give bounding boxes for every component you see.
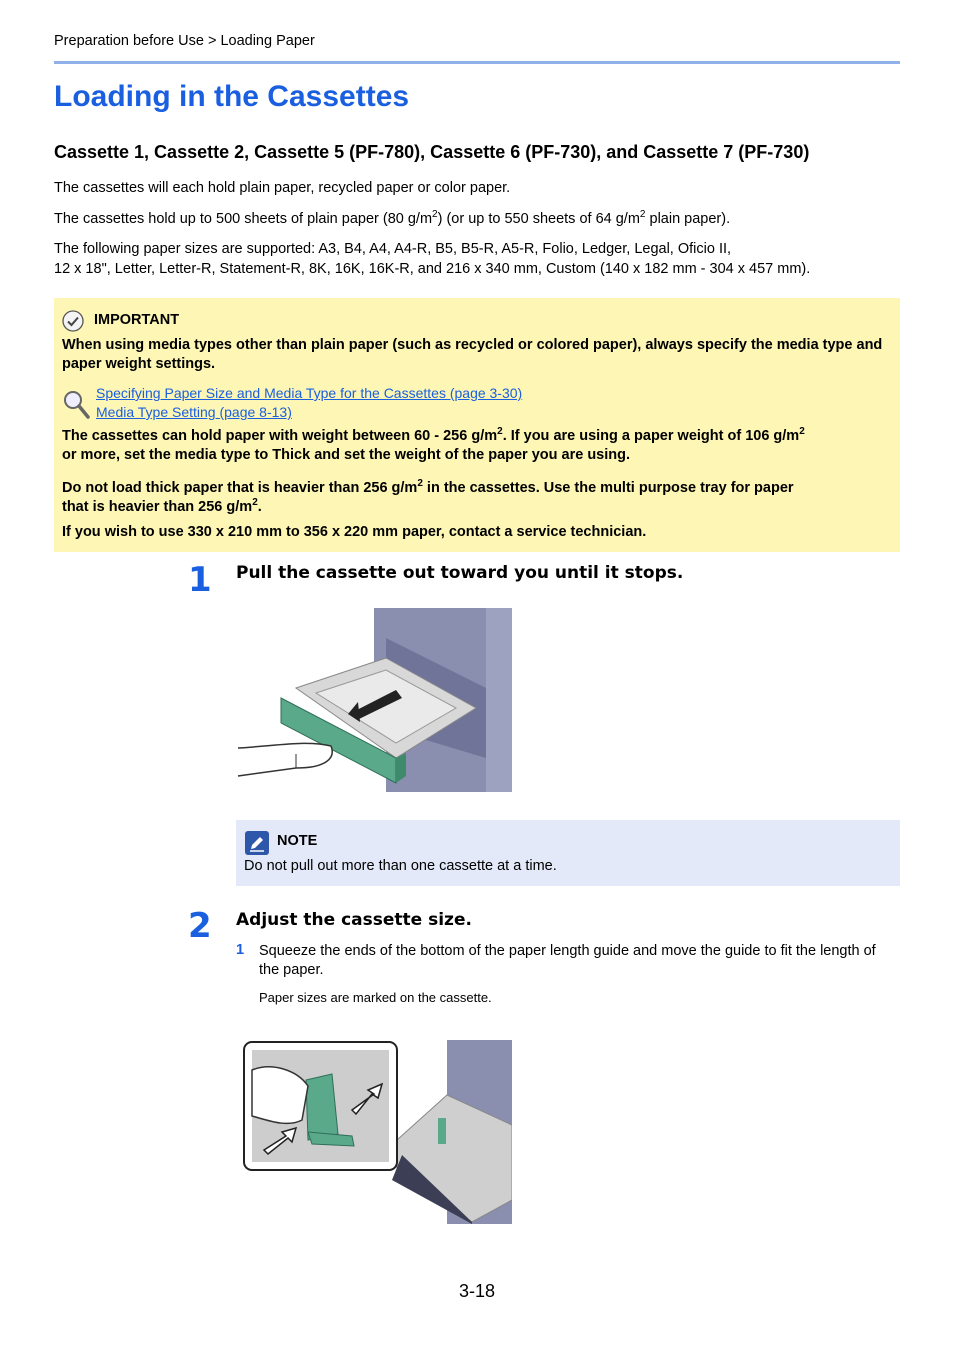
reference-link-1[interactable]: Specifying Paper Size and Media Type for the Cassettes (page 3-30)	[96, 385, 523, 401]
intro-paragraph-2: The cassettes hold up to 500 sheets of plain paper (80 $g/m^2$) (or up to 550 sheets of 64 $g/m^2$ plain paper).	[54, 209, 731, 227]
substep-text: Squeeze the ends of the bottom of the paper length guide and move the guide to fit the length of the paper.	[259, 943, 876, 978]
note-text: Do not pull out more than one cassette at a time.	[244, 858, 557, 874]
page-number: 3-18	[459, 1281, 496, 1301]
important-text-1: When using media types other than plain paper (such as recycled or colored paper), always specify the media type and paper weight settings.	[62, 337, 883, 372]
intro-paragraph-3: The following paper sizes are supported: A3, B4, A4, A4-R, B5, B5-R, A5-R, Folio, Ledger, Legal, Oficio II, 12 x 18", Letter, Letter-R, Statement-R, 8K, 16K, 16K-R, and 216 x 340 mm, Custom (140 x 182 mm - 304 x 457 mm).	[54, 241, 811, 277]
note-pencil-icon	[245, 831, 269, 855]
note-label: NOTE	[277, 833, 318, 849]
important-box	[54, 298, 900, 552]
step-2-title: Adjust the cassette size.	[236, 910, 472, 930]
reference-link-2[interactable]: Media Type Setting (page 8-13)	[96, 404, 292, 420]
pull-cassette-illustration	[236, 608, 512, 792]
magnifier-reference-icon	[61, 388, 91, 420]
step-1-number: 1	[188, 560, 212, 600]
important-text-2: The cassettes can hold paper with weight between 60 - 256 $g/m^2$. If you are using a paper weight of 106 $g/m^2$ or more, set the media type to Thick and set the weight of the paper you are using.	[62, 426, 805, 463]
section-subtitle: Cassette 1, Cassette 2, Cassette 5 (PF-780), Cassette 6 (PF-730), and Cassette 7 (PF-730)	[54, 142, 810, 162]
important-label: IMPORTANT	[94, 312, 180, 328]
note-box	[236, 820, 900, 886]
substep-number: 1	[236, 942, 245, 958]
adjust-guide-illustration	[242, 1040, 512, 1224]
checkmark-icon	[62, 310, 84, 332]
step-1-title: Pull the cassette out toward you until it stops.	[236, 563, 684, 583]
intro-paragraph-1: The cassettes will each hold plain paper, recycled paper or color paper.	[54, 180, 511, 196]
important-text-3: Do not load thick paper that is heavier than 256 $g/m^2$ in the cassettes. Use the multi purpose tray for paper that is heavier than 256 $g/m^2$.	[62, 478, 794, 515]
page-title: Loading in the Cassettes	[54, 80, 410, 113]
important-text-4: If you wish to use 330 x 210 mm to 356 x 220 mm paper, contact a service technician.	[62, 524, 647, 540]
header-rule	[54, 61, 900, 64]
step-2-number: 2	[188, 906, 212, 946]
breadcrumb: Preparation before Use > Loading Paper	[54, 33, 315, 49]
substep-note: Paper sizes are marked on the cassette.	[259, 990, 492, 1005]
